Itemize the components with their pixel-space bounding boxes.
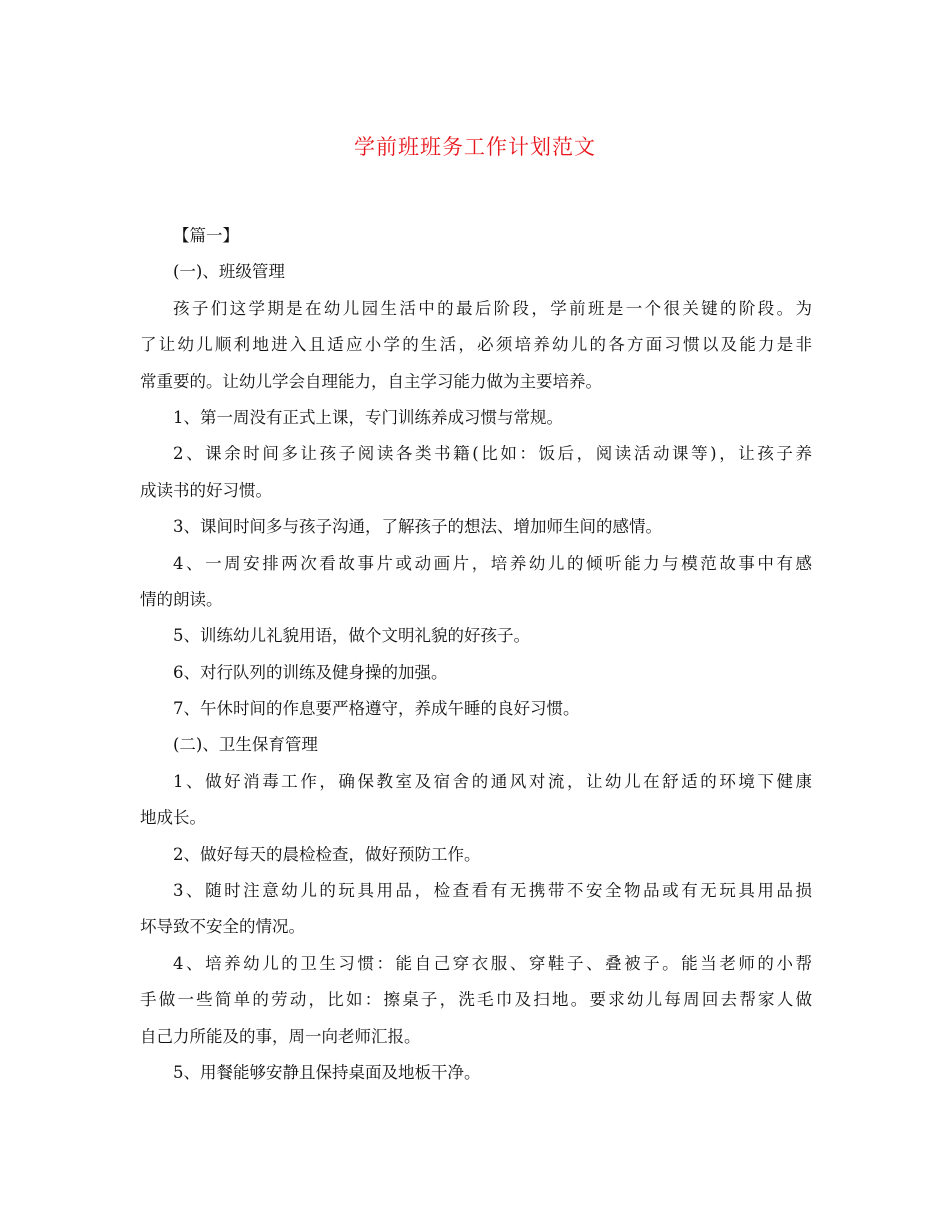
list-item: 6、对行队列的训练及健身操的加强。	[173, 662, 448, 682]
paragraph-line: 常重要的。让幼儿学会自理能力，自主学习能力做为主要培养。	[140, 371, 602, 391]
list-item: 4、培养幼儿的卫生习惯：能自己穿衣服、穿鞋子、叠被子。能当老师的小帮	[173, 953, 812, 973]
list-item-continuation: 坏导致不安全的情况。	[140, 917, 305, 937]
list-item: 3、随时注意幼儿的玩具用品，检查看有无携带不安全物品或有无玩具用品损	[173, 881, 812, 901]
document-title: 学前班班务工作计划范文	[354, 135, 596, 159]
subsection-heading-hygiene-management: (二)、卫生保育管理	[173, 735, 318, 755]
list-item: 5、用餐能够安静且保持桌面及地板干净。	[173, 1062, 481, 1082]
list-item: 3、课间时间多与孩子沟通，了解孩子的想法、增加师生间的感情。	[173, 517, 662, 537]
list-item-continuation: 手做一些简单的劳动，比如：擦桌子，洗毛巾及扫地。要求幼儿每周回去帮家人做	[140, 990, 812, 1010]
document-body	[140, 218, 812, 1091]
list-item: 2、课余时间多让孩子阅读各类书籍(比如：饭后，阅读活动课等)，让孩子养	[173, 444, 812, 464]
list-item-continuation: 地成长。	[140, 808, 206, 828]
list-item: 1、第一周没有正式上课，专门训练养成习惯与常规。	[173, 407, 563, 427]
list-item: 7、午休时间的作息要严格遵守，养成午睡的良好习惯。	[173, 699, 580, 719]
list-item-continuation: 情的朗读。	[140, 589, 223, 609]
list-item-continuation: 自己力所能及的事，周一向老师汇报。	[140, 1026, 421, 1046]
list-item-continuation: 成读书的好习惯。	[140, 480, 272, 500]
list-item: 1、做好消毒工作，确保教室及宿舍的通风对流，让幼儿在舒适的环境下健康	[173, 771, 812, 791]
section-heading-part-one: 【篇一】	[173, 226, 239, 245]
list-item: 5、训练幼儿礼貌用语，做个文明礼貌的好孩子。	[173, 626, 530, 646]
list-item: 4、一周安排两次看故事片或动画片，培养幼儿的倾听能力与模范故事中有感	[173, 553, 812, 573]
list-item: 2、做好每天的晨检检查，做好预防工作。	[173, 844, 481, 864]
paragraph-line: 孩子们这学期是在幼儿园生活中的最后阶段，学前班是一个很关键的阶段。为	[173, 298, 812, 318]
paragraph-line: 了让幼儿顺利地进入且适应小学的生活，必须培养幼儿的各方面习惯以及能力是非	[140, 335, 812, 355]
subsection-heading-class-management: (一)、班级管理	[173, 262, 285, 282]
